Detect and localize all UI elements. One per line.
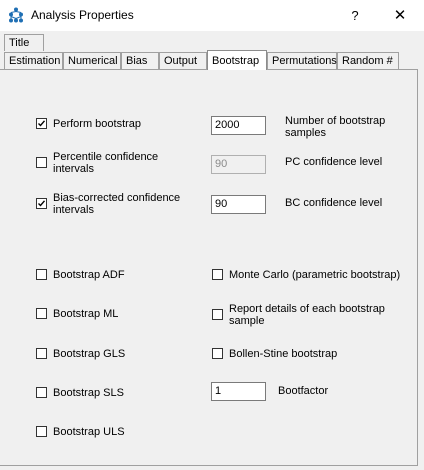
tab-bootstrap[interactable]: Bootstrap xyxy=(207,50,267,70)
bootstrap-gls-label: Bootstrap GLS xyxy=(53,348,126,360)
bootstrap-gls-checkbox[interactable] xyxy=(36,348,47,359)
tab-title[interactable]: Title xyxy=(4,34,44,51)
bootstrap-adf-label: Bootstrap ADF xyxy=(53,269,125,281)
tab-output[interactable]: Output xyxy=(159,52,207,69)
tab-random[interactable]: Random # xyxy=(337,52,399,69)
tab-numerical[interactable]: Numerical xyxy=(63,52,121,69)
bias-corrected-ci-label-line2: intervals xyxy=(53,204,94,216)
close-button[interactable]: ✕ xyxy=(393,7,407,24)
check-icon xyxy=(37,119,46,128)
report-details-label-line1: Report details of each bootstrap xyxy=(229,303,385,315)
bootstrap-sls-checkbox[interactable] xyxy=(36,387,47,398)
bootstrap-adf-checkbox[interactable] xyxy=(36,269,47,280)
bias-corrected-ci-label-line1: Bias-corrected confidence xyxy=(53,192,181,204)
pc-level-label: PC confidence level xyxy=(285,156,383,168)
bootstrap-ml-label: Bootstrap ML xyxy=(53,308,119,320)
bootstrap-sls-label: Bootstrap SLS xyxy=(53,387,124,399)
percentile-ci-label-line2: intervals xyxy=(53,163,94,175)
percentile-ci-checkbox[interactable] xyxy=(36,157,47,168)
bootstrap-uls-label: Bootstrap ULS xyxy=(53,426,125,438)
bias-corrected-ci-checkbox[interactable] xyxy=(36,198,47,209)
bollen-stine-label: Bollen-Stine bootstrap xyxy=(229,348,338,360)
window-title: Analysis Properties xyxy=(31,8,134,22)
bollen-stine-checkbox[interactable] xyxy=(212,348,223,359)
bootstrap-uls-checkbox[interactable] xyxy=(36,426,47,437)
perform-bootstrap-label: Perform bootstrap xyxy=(53,118,142,130)
perform-bootstrap-checkbox[interactable] xyxy=(36,118,47,129)
report-details-checkbox[interactable] xyxy=(212,309,223,320)
tab-permutations[interactable]: Permutations xyxy=(267,52,337,69)
app-network-icon xyxy=(8,7,24,23)
check-icon xyxy=(37,199,46,208)
bootfactor-label: Bootfactor xyxy=(278,385,329,397)
monte-carlo-label: Monte Carlo (parametric bootstrap) xyxy=(229,269,401,281)
num-samples-label-line2: samples xyxy=(285,127,326,139)
bc-level-label: BC confidence level xyxy=(285,197,383,209)
pc-level-input: 90 xyxy=(211,155,266,174)
percentile-ci-label-line1: Percentile confidence xyxy=(53,151,159,163)
bc-level-input[interactable]: 90 xyxy=(211,195,266,214)
monte-carlo-checkbox[interactable] xyxy=(212,269,223,280)
num-samples-label-line1: Number of bootstrap xyxy=(285,115,386,127)
report-details-label-line2: sample xyxy=(229,315,265,327)
num-samples-input[interactable]: 2000 xyxy=(211,116,266,135)
bootfactor-input[interactable]: 1 xyxy=(211,382,266,401)
help-button[interactable]: ? xyxy=(351,8,359,23)
bootstrap-ml-checkbox[interactable] xyxy=(36,308,47,319)
tab-bias[interactable]: Bias xyxy=(121,52,159,69)
tab-estimation[interactable]: Estimation xyxy=(4,52,63,69)
